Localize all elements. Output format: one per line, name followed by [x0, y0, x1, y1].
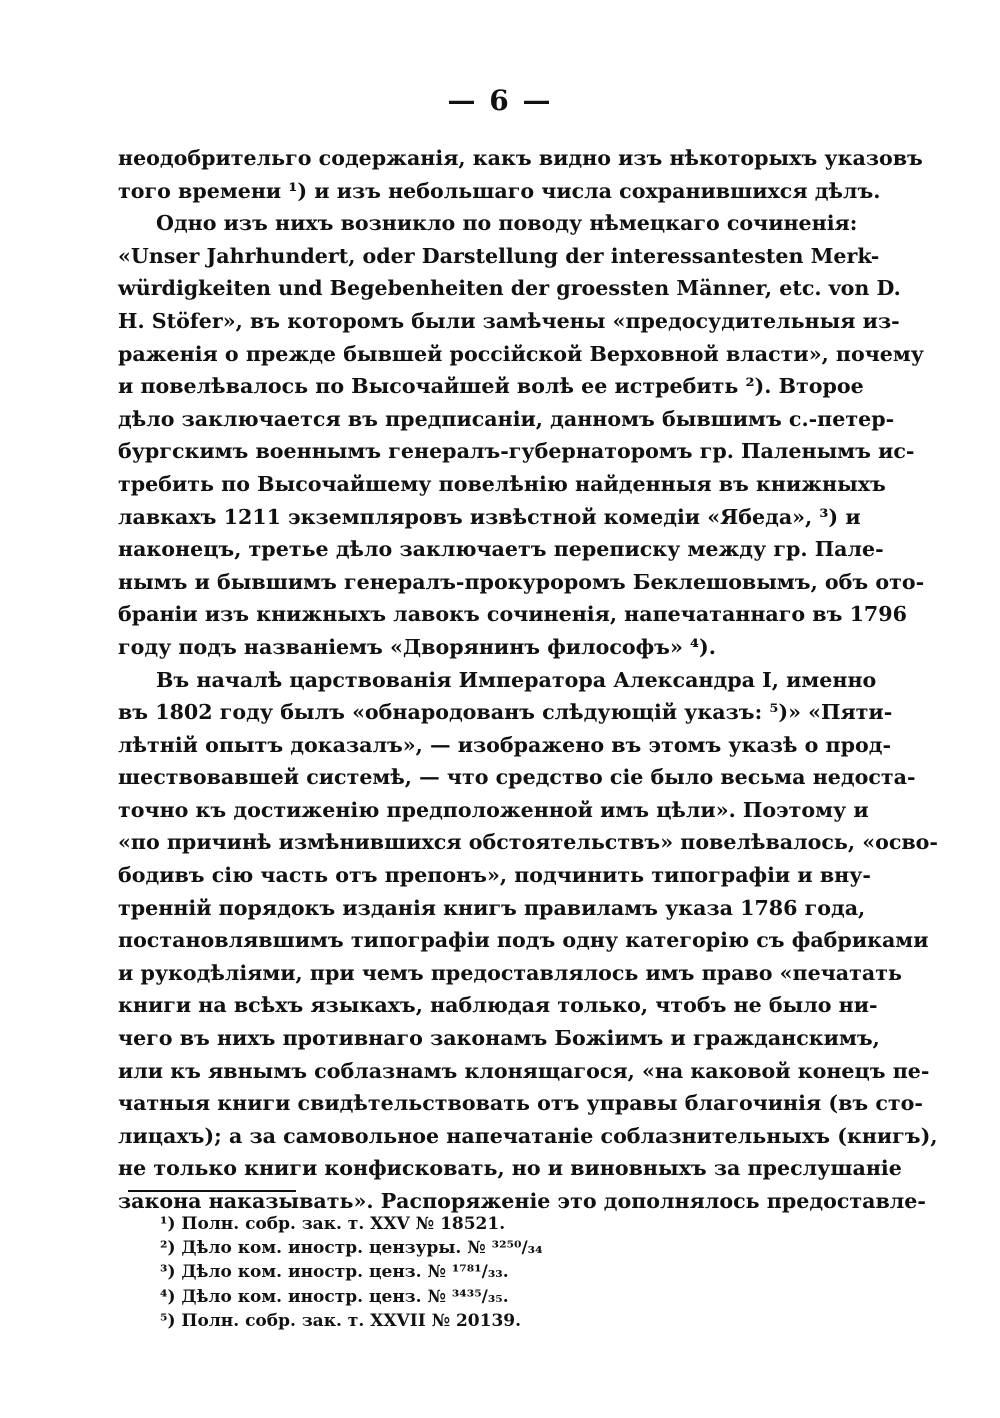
text-line: лицахъ); а за самовольное напечатаніе соблазнительныхъ (книгъ), — [118, 1123, 938, 1148]
text-line: дѣло заключается въ предписаніи, данномъ бывшимъ с.-петер- — [118, 406, 895, 431]
footnote-text: Дѣло ком. иностр. ценз. № ³⁴³⁵/₃₅. — [181, 1286, 509, 1307]
text-line: бургскимъ военнымъ генералъ-губернаторомъ гр. Паленымъ ис- — [118, 439, 915, 464]
footnote-text: Полн. собр. зак. т. XXVII № 20139. — [181, 1310, 522, 1331]
text-line: лавкахъ 1211 экземпляровъ извѣстной комедіи «Ябеда», ³) и — [118, 504, 861, 529]
footnote-marker: ¹) — [160, 1214, 176, 1234]
text-line: требить по Высочайшему повелѣнію найденныя въ книжныхъ — [118, 471, 886, 496]
text-line: тренній порядокъ изданія книгъ правиламъ указа 1786 года, — [118, 895, 866, 920]
text-line: и повелѣвалось по Высочайшей волѣ ее истребить ²). Второе — [118, 374, 864, 399]
text-line: браніи изъ книжныхъ лавокъ сочиненія, напечатаннаго въ 1796 — [118, 602, 907, 627]
footnote-text: Полн. собр. зак. т. XXV № 18521. — [181, 1214, 506, 1234]
text-line: неодобрительго содержанія, какъ видно изъ нѣкоторыхъ указовъ — [118, 146, 923, 170]
text-line: точно къ достиженію предположенной имъ цѣли». Поэтому и — [118, 797, 869, 822]
footnote — [160, 1260, 720, 1284]
footnote-marker: ²) — [160, 1238, 176, 1259]
text-line: лѣтній опытъ доказалъ», — изображено въ этомъ указѣ о прод- — [118, 732, 891, 757]
text-line: würdigkeiten und Begebenheiten der groessten Männer, etc. von D. — [118, 276, 901, 301]
text-line: раженія о прежде бывшей россійской Верховной власти», почему — [118, 341, 924, 366]
text-line: того времени ¹) и изъ небольшаго числа сохранившихся дѣлъ. — [118, 178, 881, 203]
footnote — [160, 1285, 720, 1309]
text-line: бодивъ сію часть отъ препонъ», подчинить типографіи и вну- — [118, 863, 871, 888]
text-line: не только книги конфисковать, но и виновныхъ за преслушаніе — [118, 1156, 902, 1181]
text-line: нымъ и бывшимъ генералъ-прокуроромъ Беклешовымъ, объ ото- — [118, 569, 925, 594]
text-line: и рукодѣліями, при чемъ предоставлялось имъ право «печатать — [118, 960, 902, 985]
text-line: году подъ названіемъ «Дворянинъ философъ» ⁴). — [118, 634, 716, 659]
footnote — [160, 1212, 720, 1236]
footnotes — [160, 1212, 720, 1333]
text-line: чего въ нихъ противнаго законамъ Божіимъ и гражданскимъ, — [118, 1026, 880, 1051]
text-line: «по причинѣ измѣнившихся обстоятельствъ» повелѣвалось, «осво- — [118, 830, 938, 855]
text-line: шествовавшей системѣ, — что средство сіе было весьма недоста- — [118, 765, 916, 790]
text-line: или къ явнымъ соблазнамъ клонящагося, «на каковой конецъ пе- — [118, 1058, 930, 1083]
footnote-separator — [128, 1190, 296, 1192]
text-line: H. Stöfer», въ которомъ были замѣчены «предосудительныя из- — [118, 308, 900, 333]
text-line: въ 1802 году былъ «обнародованъ слѣдующій указъ: ⁵)» «Пяти- — [118, 700, 893, 725]
footnote-marker: ⁵) — [160, 1310, 176, 1331]
text-line: «Unser Jahrhundert, oder Darstellung der interessantesten Merk- — [118, 243, 880, 268]
footnote-text: Дѣло ком. иностр. ценз. № ¹⁷⁸¹/₃₃. — [181, 1262, 509, 1283]
text-line: закона наказывать». Распоряженіе это дополнялось предоставле- — [118, 1189, 926, 1213]
footnote-marker: ⁴) — [160, 1286, 176, 1307]
footnote — [160, 1236, 720, 1260]
text-line: наконецъ, третье дѣло заключаетъ переписку между гр. Пале- — [118, 537, 884, 562]
footnote-text: Дѣло ком. иностр. цензуры. № ³²⁵⁰/₃₄ — [181, 1238, 543, 1259]
text-line: Одно изъ нихъ возникло по поводу нѣмецкаго сочиненія: — [156, 211, 858, 236]
footnote-marker: ³) — [160, 1262, 176, 1283]
text-line: книги на всѣхъ языкахъ, наблюдая только, чтобъ не было ни- — [118, 993, 878, 1018]
text-line: Въ началѣ царствованія Императора Александра I, именно — [156, 667, 877, 692]
page-number: — 6 — — [447, 84, 553, 117]
text-line: чатныя книги свидѣтельствовать отъ управы благочинія (въ сто- — [118, 1091, 923, 1116]
footnote — [160, 1309, 720, 1333]
text-line: постановлявшимъ типографіи подъ одну категорію съ фабриками — [118, 928, 929, 953]
body-text — [118, 142, 938, 1218]
